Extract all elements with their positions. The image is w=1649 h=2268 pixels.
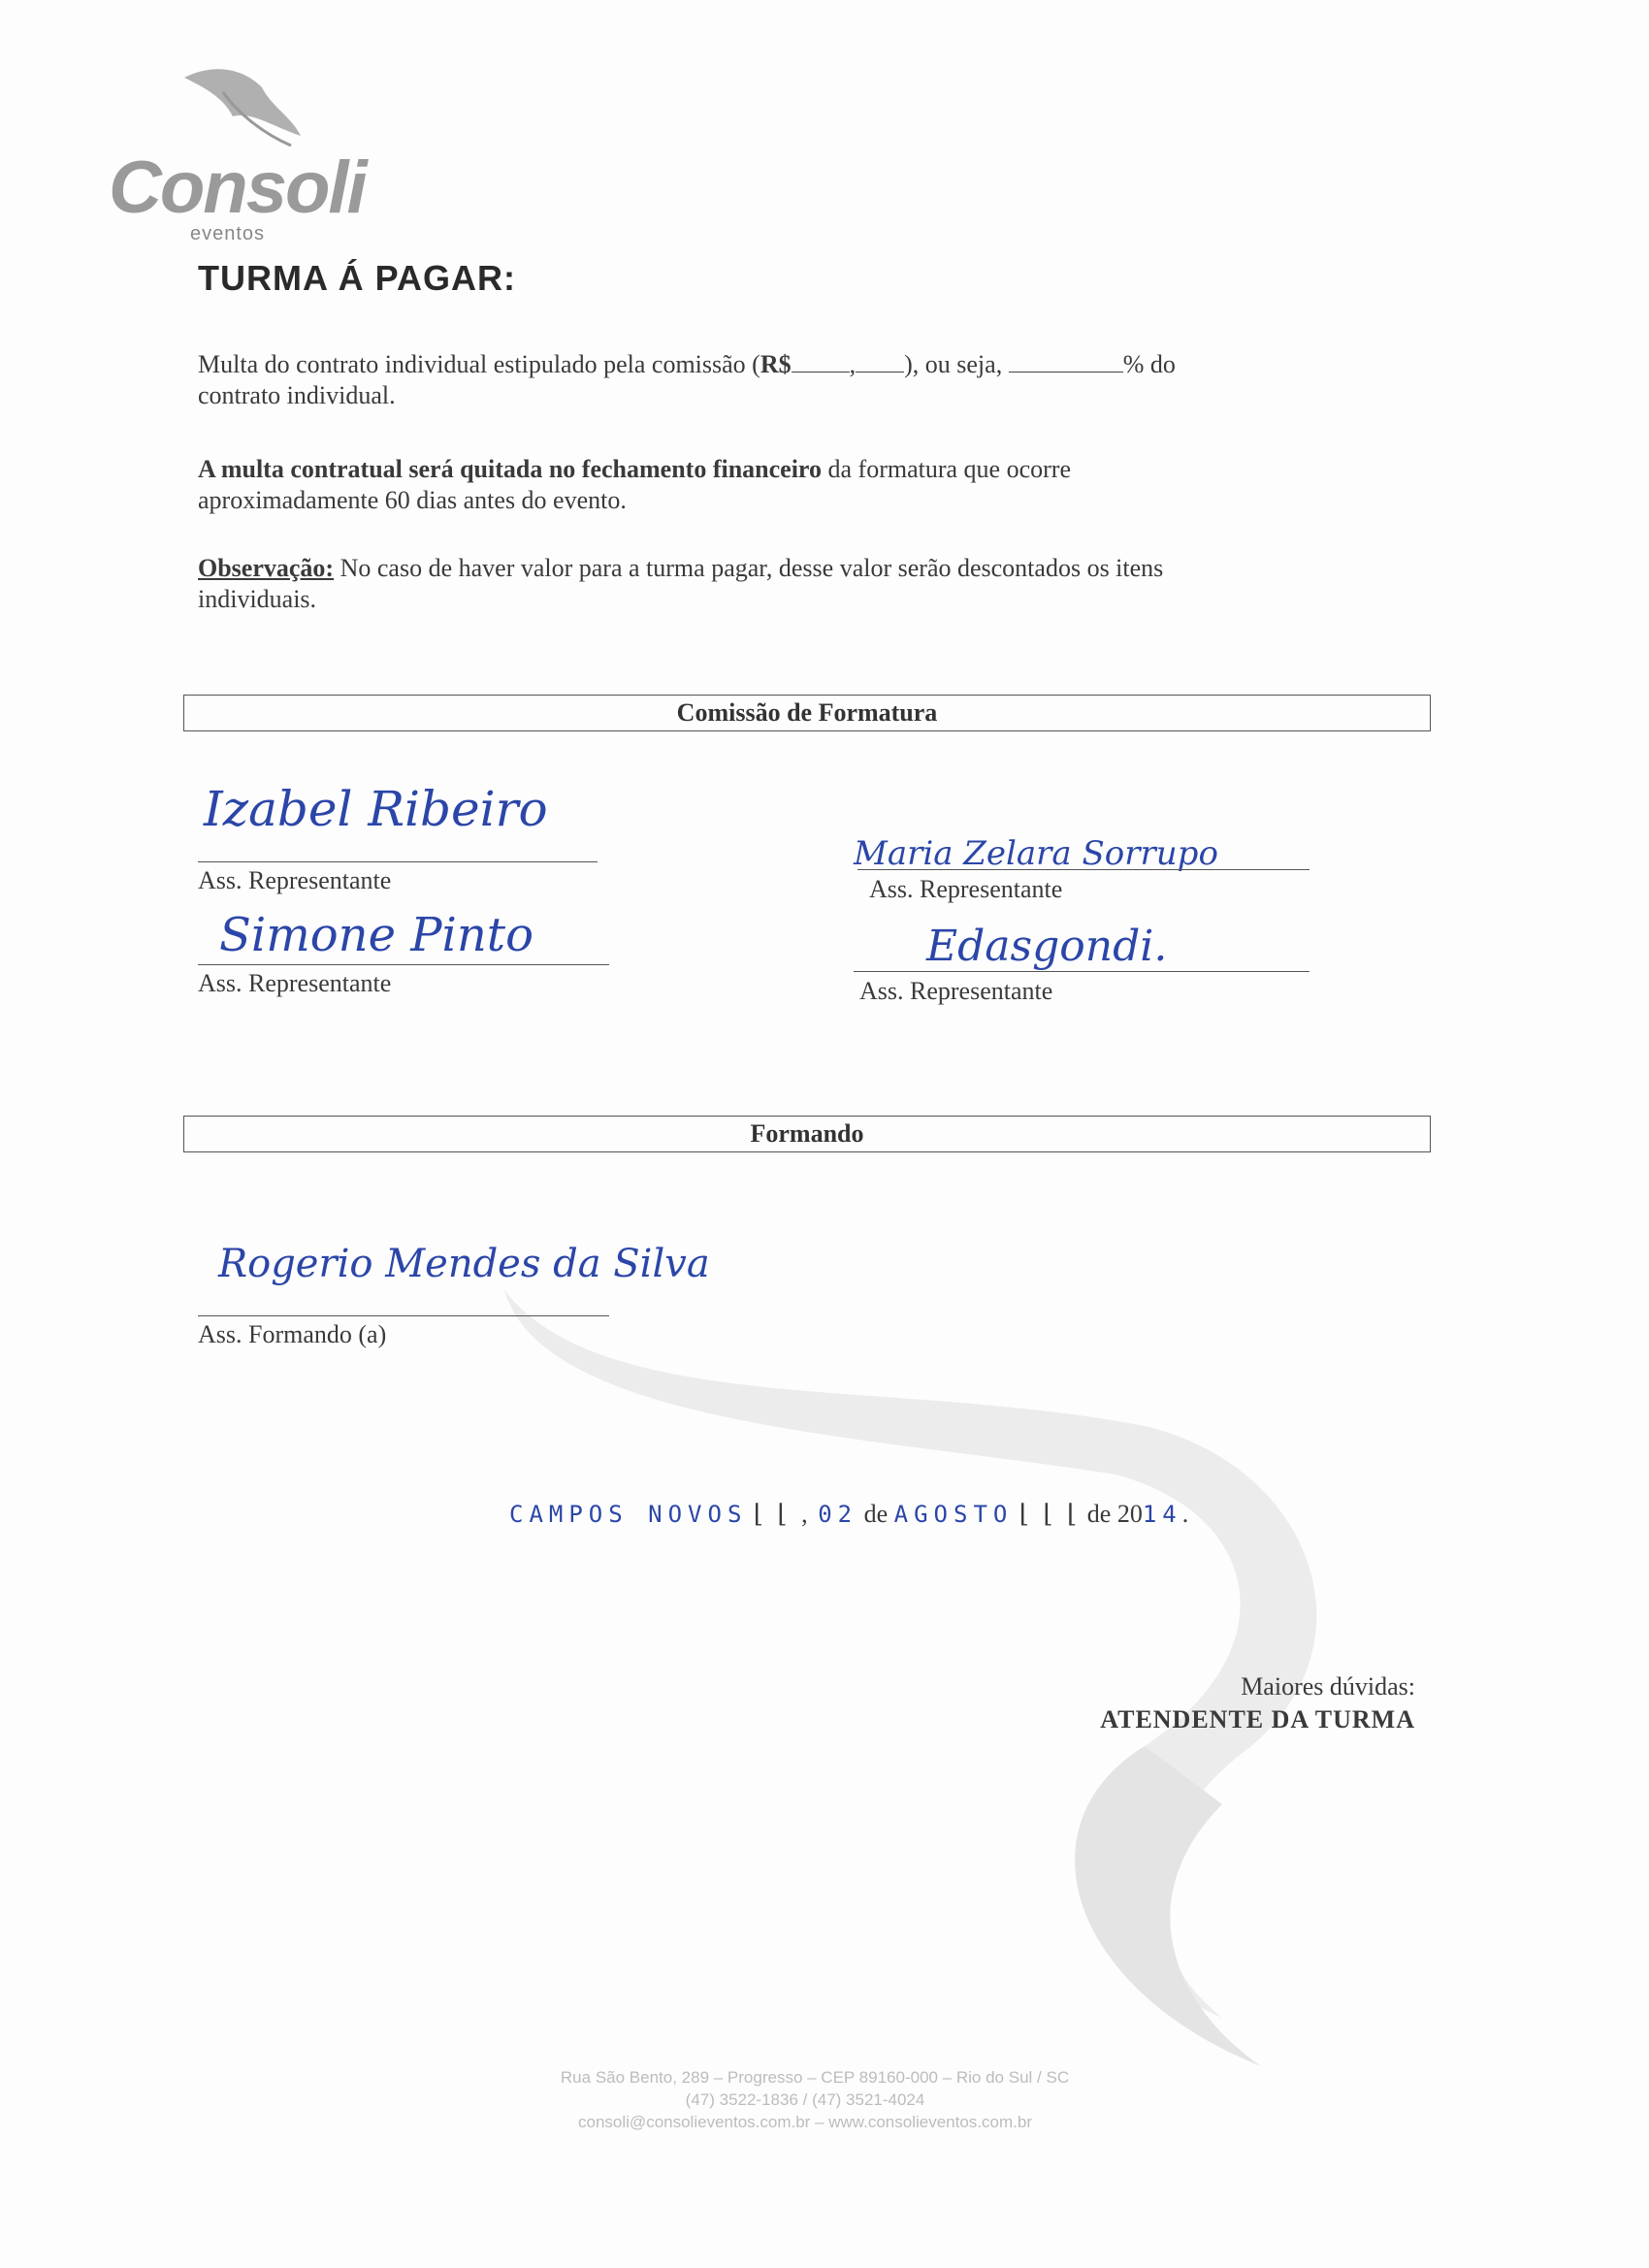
signature-label-4: Ass. Representante (859, 977, 1053, 1005)
fine-text-line2: contrato individual. (198, 381, 396, 409)
signature-label-2: Ass. Representante (869, 875, 1063, 903)
signature-line-1 (198, 861, 598, 862)
date-day: 02 (818, 1501, 858, 1528)
amount-blank-2 (856, 350, 904, 373)
footer-web: consoli@consolieventos.com.br – www.consolieventos.com.br (578, 2113, 1032, 2131)
amount-blank-1 (792, 350, 850, 373)
date-line: CAMPOS NOVOS ⌊ ⌊ , 02 de AGOSTO ⌊ ⌊ ⌊ de 2014. (509, 1500, 1189, 1528)
contact-block (1100, 1670, 1415, 1736)
signature-line-3 (198, 964, 609, 965)
signature-line-4 (854, 971, 1310, 972)
fine-text-a: Multa do contrato individual estipulado pela comissão ( (198, 350, 760, 378)
brand-logo-sub: eventos (190, 223, 266, 244)
payment-bold: A multa contratual será quitada no fechamento financeiro (198, 455, 822, 483)
footer-address: Rua São Bento, 289 – Progresso – CEP 89160-000 – Rio do Sul / SC (560, 2068, 1070, 2087)
payment-rest: da formatura que ocorre (822, 455, 1071, 483)
date-city: CAMPOS NOVOS (509, 1501, 748, 1528)
date-de-1: de (863, 1500, 889, 1528)
signature-2: Maria Zelara Sorrupo (854, 834, 1218, 873)
date-year: 14 (1142, 1501, 1182, 1528)
fine-text-b: ), ou seja, (904, 350, 1009, 378)
footer-phones: (47) 3522-1836 / (47) 3521-4024 (685, 2090, 925, 2109)
graduate-signature: Rogerio Mendes da Silva (218, 1242, 710, 1286)
signature-3: Simone Pinto (219, 908, 534, 962)
signature-line-2 (857, 869, 1310, 870)
observation-line2: individuais. (198, 585, 317, 613)
payment-paragraph (198, 454, 1439, 516)
signature-label-1: Ass. Representante (198, 866, 392, 894)
date-de-2: de 20 (1086, 1500, 1143, 1528)
date-blanks: ⌊ ⌊ , (753, 1500, 812, 1528)
commission-header: Comissão de Formatura (183, 695, 1431, 731)
date-month: AGOSTO (893, 1501, 1014, 1528)
payment-line2: aproximadamente 60 dias antes do evento. (198, 486, 627, 514)
percent-blank (1009, 350, 1123, 373)
graduate-signature-label: Ass. Formando (a) (198, 1320, 387, 1348)
observation-paragraph (198, 553, 1439, 615)
graduate-signature-line (198, 1315, 609, 1316)
signature-1: Izabel Ribeiro (204, 781, 548, 837)
fine-text-c: % do (1122, 350, 1176, 378)
date-blanks-2: ⌊ ⌊ ⌊ (1018, 1500, 1082, 1528)
currency-label: R$ (760, 350, 792, 378)
contact-line2: ATENDENTE DA TURMA (1100, 1705, 1415, 1733)
page-title: TURMA Á PAGAR: (198, 258, 516, 298)
dancer-logo-icon (165, 58, 310, 155)
observation-text: No caso de haver valor para a turma pagar, desse valor serão descontados os itens (334, 554, 1164, 582)
graduate-header: Formando (183, 1116, 1431, 1152)
fine-paragraph: Multa do contrato individual estipulado pela comissão (R$ , ), ou seja, % do contrato individual. (198, 350, 1176, 409)
signature-label-3: Ass. Representante (198, 969, 392, 997)
observation-label: Observação: (198, 554, 335, 582)
brand-logo: Consoli (109, 146, 366, 229)
contact-line1: Maiores dúvidas: (1241, 1672, 1415, 1701)
signature-4: Edasgondi. (926, 922, 1168, 971)
